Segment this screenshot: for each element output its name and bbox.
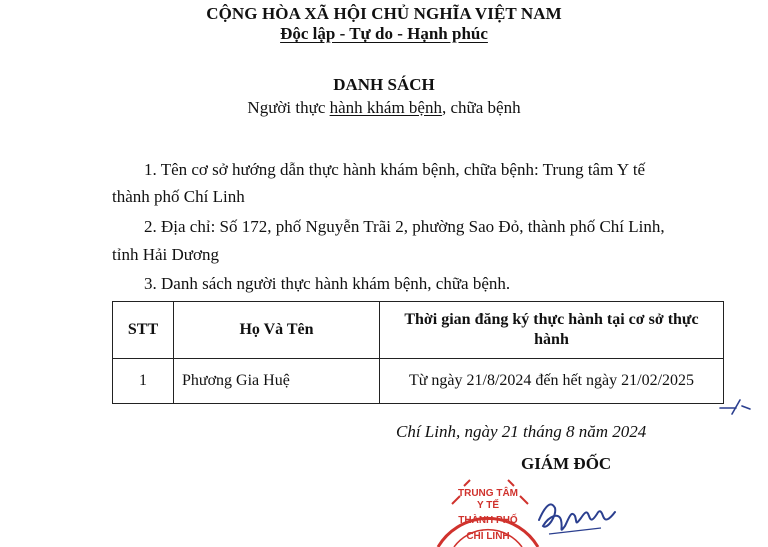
document-title: DANH SÁCH	[333, 75, 435, 94]
subtitle-underlined: hành khám bệnh	[329, 98, 442, 117]
header-stt: STT	[113, 302, 174, 359]
seal-line-3: THÀNH PHỐ	[458, 515, 518, 526]
registration-table	[112, 301, 724, 404]
document-subtitle	[0, 98, 768, 118]
signature-icon	[535, 486, 625, 538]
motto-text: Độc lập - Tự do - Hạnh phúc	[280, 24, 488, 43]
paragraph-3: 3. Danh sách người thực hành khám bệnh, chữa bệnh.	[144, 274, 511, 293]
cell-name: Phương Gia Huệ	[174, 359, 380, 404]
subtitle-post: , chữa bệnh	[441, 98, 521, 117]
nation-title: CỘNG HÒA XÃ HỘI CHỦ NGHĨA VIỆT NAM	[206, 4, 562, 23]
director-title: GIÁM ĐỐC	[521, 454, 612, 473]
paragraph-1-line-1: 1. Tên cơ sở hướng dẫn thực hành khám bệnh, chữa bệnh: Trung tâm Y tế	[144, 160, 646, 179]
paragraph-2-line-2: tỉnh Hải Dương	[112, 245, 219, 264]
seal-line-1: TRUNG TÂM	[458, 488, 518, 499]
header-name: Họ Và Tên	[174, 302, 380, 359]
header-time: Thời gian đăng ký thực hành tại cơ sở thực hành	[380, 302, 724, 359]
pen-tick-icon	[718, 396, 752, 418]
place-date: Chí Linh, ngày 21 tháng 8 năm 2024	[396, 422, 647, 441]
seal-line-2: Y TẾ	[476, 500, 500, 511]
seal-line-4: CHÍ LINH	[466, 531, 510, 542]
motto	[0, 24, 768, 44]
paragraph-2-line-1: 2. Địa chỉ: Số 172, phố Nguyễn Trãi 2, phường Sao Đỏ, thành phố Chí Linh,	[144, 217, 665, 236]
cell-stt: 1	[113, 359, 174, 404]
subtitle-pre: Người thực	[247, 98, 330, 117]
table-header-row	[113, 302, 724, 359]
cell-time: Từ ngày 21/8/2024 đến hết ngày 21/02/2025	[380, 359, 724, 404]
paragraph-1-line-2: thành phố Chí Linh	[112, 187, 245, 206]
table-row	[113, 359, 724, 404]
